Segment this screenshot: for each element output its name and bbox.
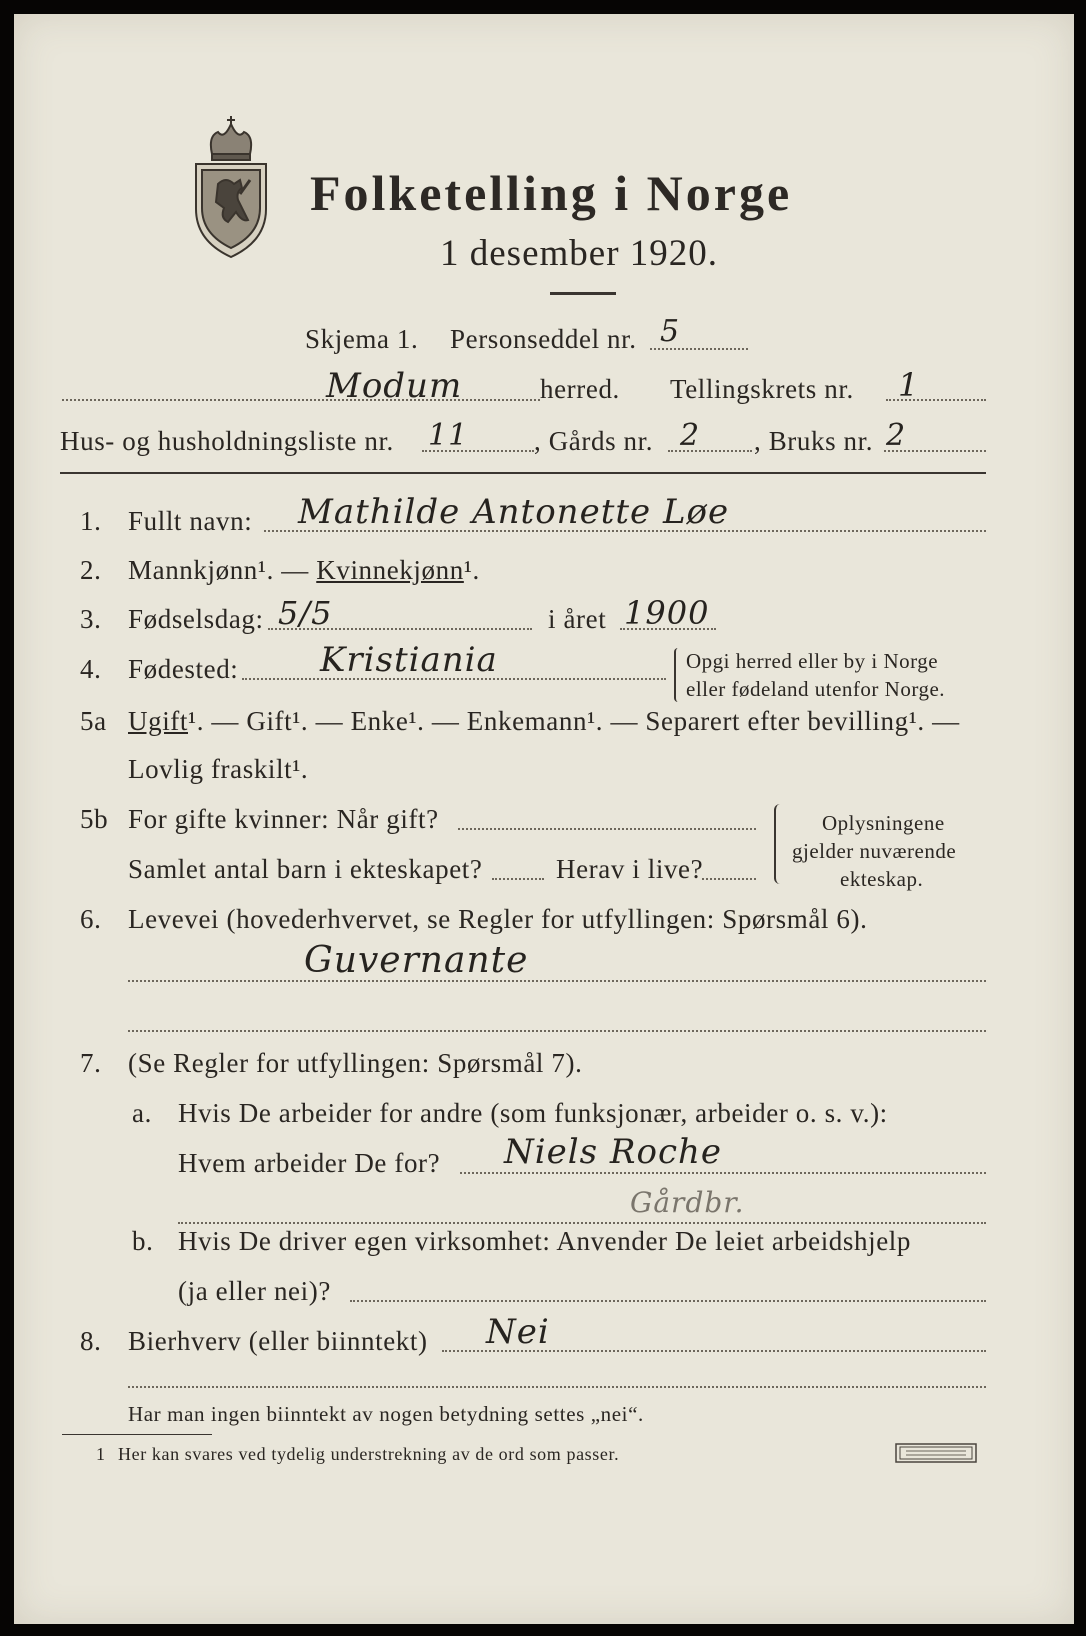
skjema-label: Skjema 1. [305,324,419,354]
q6-value: Guvernante [304,940,529,981]
q3-value: 5/5 [278,594,333,632]
q7a-label-1: Hvis De arbeider for andre (som funksjonær, arbeider o. s. v.): [178,1098,888,1128]
q7-number: 7. [80,1048,102,1078]
q6-line-1 [128,980,986,982]
q5a-number: 5a [80,706,107,736]
form-title: Folketelling i Norge [310,165,793,221]
q5b-label-1: For gifte kvinner: Når gift? [128,804,439,834]
q8-label: Bierhverv (eller biinntekt) [128,1326,428,1356]
q5b-line-3 [702,878,756,880]
q2-label-kvinne: Kvinnekjønn [316,555,464,585]
q5b-note-brace [774,804,784,884]
census-form-sheet [14,14,1074,1624]
q4-note-line2: eller fødeland utenfor Norge. [686,677,946,701]
q4-note-brace [674,648,682,702]
title-divider [550,292,616,295]
q5b-note-2: gjelder nuværende [792,839,957,863]
q7a-line-2 [178,1222,986,1224]
gards-value: 2 [680,418,701,453]
herred-label: herred. [540,374,620,404]
footnote-mark: 1 [96,1444,106,1464]
q5b-label-3: Herav i live? [556,854,704,884]
printer-mark-icon [894,1442,978,1464]
q5a-ugift: Ugift [128,706,188,736]
q4-value: Kristiania [320,640,498,680]
q8-line-2 [128,1386,986,1388]
q4-number: 4. [80,654,102,684]
q6-line-2 [128,1030,986,1032]
q5a-line2: Lovlig fraskilt¹. [128,754,309,784]
q4-note-line1: Opgi herred eller by i Norge [686,649,939,673]
q3-year-value: 1900 [624,594,710,632]
q6-label: Levevei (hovederhvervet, se Regler for utfyllingen: Spørsmål 6). [128,904,868,934]
q8-number: 8. [80,1326,102,1356]
herred-value: Modum [326,366,463,406]
q3-year-label: i året [548,604,607,634]
header-rule [60,472,986,474]
q2-label-suffix: ¹. [463,555,480,585]
bruks-label: , Bruks nr. [754,426,874,456]
q7a-letter: a. [132,1098,152,1128]
q1-label: Fullt navn: [128,506,253,536]
tellingskrets-value: 1 [898,366,920,404]
q2-number: 2. [80,555,102,585]
q7a-value: Niels Roche [504,1132,723,1172]
q5b-note-1: Oplysningene [822,811,945,835]
q5b-note-3: ekteskap. [840,867,924,891]
q6-number: 6. [80,904,102,934]
q8-value: Nei [486,1312,550,1352]
q3-number: 3. [80,604,102,634]
q7b-line [350,1300,986,1302]
hus-value: 11 [428,418,469,453]
personseddel-value: 5 [660,314,681,349]
personseddel-label: Personseddel nr. [450,324,637,354]
q5b-line-2 [492,878,544,880]
norwegian-coat-of-arms-icon [190,112,272,262]
q7b-label-2: (ja eller nei)? [178,1276,331,1306]
q7a-extra: Gårdbr. [630,1186,745,1219]
q2-label [128,555,480,586]
footnote-rule [62,1434,212,1435]
bruks-value: 2 [886,418,907,453]
q3-label: Fødselsdag: [128,604,264,634]
footer-note: Har man ingen biinntekt av nogen betydning settes „nei“. [128,1402,644,1426]
herred-line [62,399,540,401]
hus-label: Hus- og husholdningsliste nr. [60,426,394,456]
gards-label: , Gårds nr. [534,426,654,456]
q5b-number: 5b [80,804,109,834]
q5b-label-2: Samlet antal barn i ekteskapet? [128,854,483,884]
q7a-label-2: Hvem arbeider De for? [178,1148,441,1178]
q7b-letter: b. [132,1226,154,1256]
q7b-label-1: Hvis De driver egen virksomhet: Anvender De leiet arbeidshjelp [178,1226,911,1256]
q1-number: 1. [80,506,102,536]
tellingskrets-label: Tellingskrets nr. [670,374,854,404]
q5b-line-1 [458,828,756,830]
q1-value: Mathilde Antonette Løe [298,492,730,532]
q7-label: (Se Regler for utfyllingen: Spørsmål 7). [128,1048,583,1078]
q5a-label [128,706,960,737]
q2-label-mann: Mannkjønn¹. — [128,555,317,585]
q5a-other-options: ¹. — Gift¹. — Enke¹. — Enkemann¹. — Separert efter bevilling¹. — [188,706,960,736]
footnote-text: Her kan svares ved tydelig understrekning av de ord som passer. [118,1444,620,1464]
q7a-line-1 [460,1172,986,1174]
census-date: 1 desember 1920. [440,233,719,274]
q4-label: Fødested: [128,654,239,684]
